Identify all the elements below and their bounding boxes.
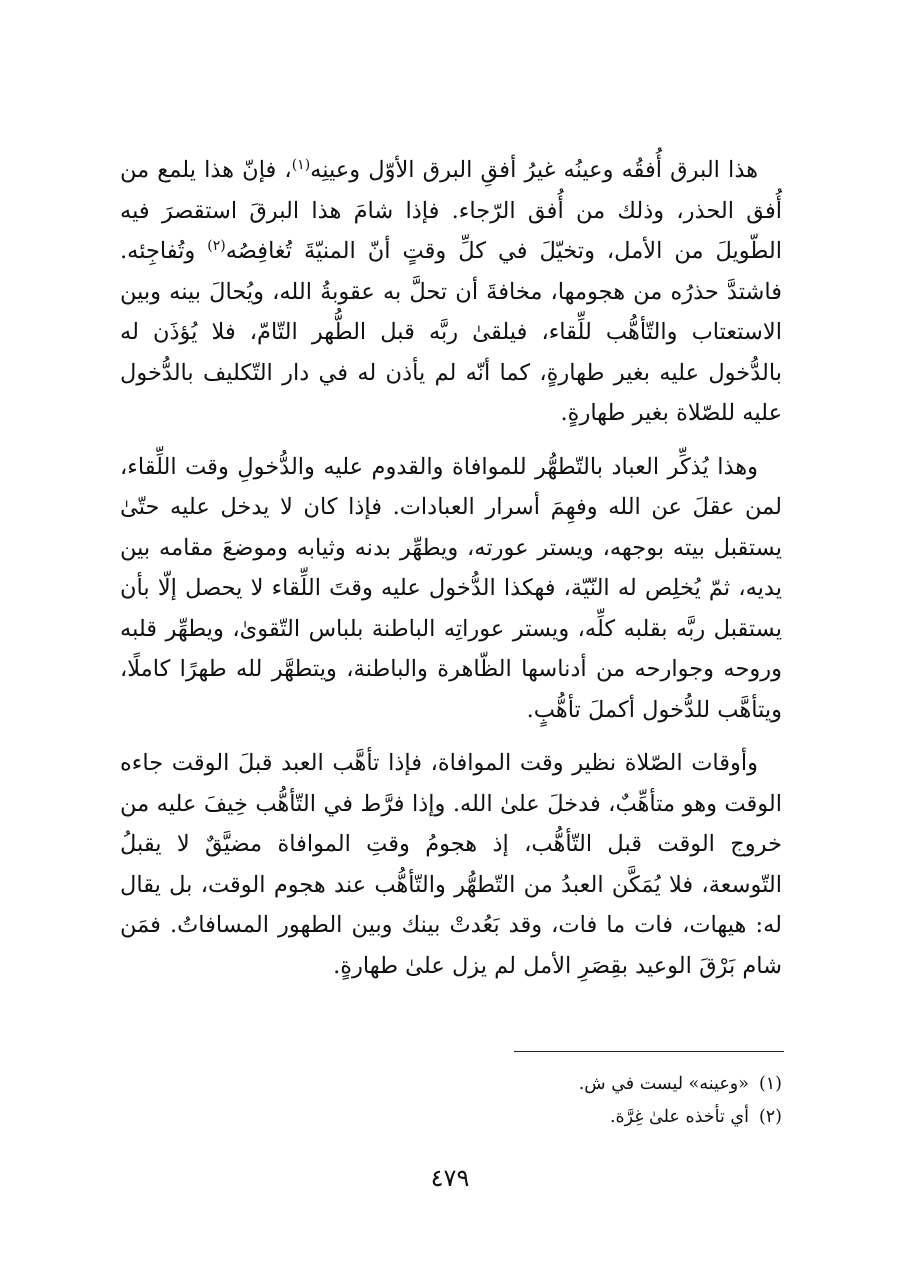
footnote-ref-2[interactable]: (٢) xyxy=(207,238,226,254)
paragraph-1-part-1: هذا البرق أُفقُه وعينُه غيرُ أفقِ البرق الأوّل وعينِه xyxy=(310,157,758,183)
paragraph-3: وأوقات الصّلاة نظير وقت الموافاة، فإذا تأهَّب العبد قبلَ الوقت جاءه الوقت وهو متأهِّبٌ، فدخلَ علىٰ الله. وإذا فرَّط في التّأهُّب خِيفَ عليه من خروج الوقت قبل التّأهُّب، إذ هجومُ وقتِ الموافاة مضيَّقٌ لا يقبلُ التّوسعة، فلا يُمَكَّن العبدُ من التّطهُّر والتّأهُّب عند هجوم الوقت، بل يقال له: هيهات، فات ما فات، وقد بَعُدتْ بينك وبين الطهور المسافاتُ. فمَن شام بَرْقَ الوعيد بقِصَرِ الأمل لم يزل علىٰ طهارةٍ. xyxy=(120,750,782,979)
footnote-separator xyxy=(514,1051,784,1052)
paragraph-2: وهذا يُذكِّر العباد بالتّطهُّر للموافاة والقدوم عليه والدُّخولِ وقت اللِّقاء، لمن عقلَ عن الله وفهِمَ أسرار العبادات. فإذا كان لا يدخل عليه حتّىٰ يستقبل بيته بوجهه، ويستر عورته، ويطهِّر بدنه وثيابه وموضعَ مقامه بين يديه، ثمّ يُخلِص له النّيّة، فهكذا الدُّخول عليه وقتَ اللِّقاء لا يحصل إلّا بأن يستقبل ربَّه بقلبه كلِّه، ويستر عوراتِه الباطنة بلباس التّقوىٰ، ويطهِّر قلبه وروحه وجوارحه من أدناسها الظّاهرة والباطنة، ويتطهَّر لله طهرًا كاملًا، ويتأهَّب للدُّخول أكملَ تأهُّبٍ. xyxy=(120,453,782,723)
page-body xyxy=(120,150,782,999)
paragraph-1 xyxy=(120,150,782,434)
footnote-text: «وعينه» ليست في ش. xyxy=(578,1074,749,1094)
footnote-number: (٢) xyxy=(758,1107,782,1127)
footnote-ref-1[interactable]: (١) xyxy=(291,157,311,173)
footnotes xyxy=(120,1068,782,1134)
paragraph-1-part-3: وتُفاجِئه. فاشتدَّ حذرُه من هجومها، مخافةَ أن تحلَّ به عقوبةُ الله، ويُحالَ بينه وبين الاستعتاب والتّأهُّب للِّقاء، فيلقىٰ ربَّه قبل الطُّهر التّامّ، فلا يُؤذَن له بالدُّخول عليه بغير طهارةٍ، كما أنّه لم يأذن له في دار التّكليف بالدُّخول عليه للصّلاة بغير طهارةٍ. xyxy=(120,238,782,426)
footnote-item xyxy=(120,1068,782,1101)
paragraph-1-part-2: ، فإنّ هذا يلمع من أُفق الحذر، وذلك من أُفق الرّجاء. فإذا شامَ هذا البرقَ استقصرَ فيه الطّويلَ من الأمل، وتخيّلَ في كلِّ وقتٍ أنّ المنيّةَ تُغافِصُه xyxy=(120,157,782,264)
footnote-text: أي تأخذه علىٰ غِرَّة. xyxy=(609,1107,749,1127)
page-number: ٤٧٩ xyxy=(430,1164,470,1192)
footnote-item xyxy=(120,1101,782,1134)
footnote-number: (١) xyxy=(758,1074,782,1094)
